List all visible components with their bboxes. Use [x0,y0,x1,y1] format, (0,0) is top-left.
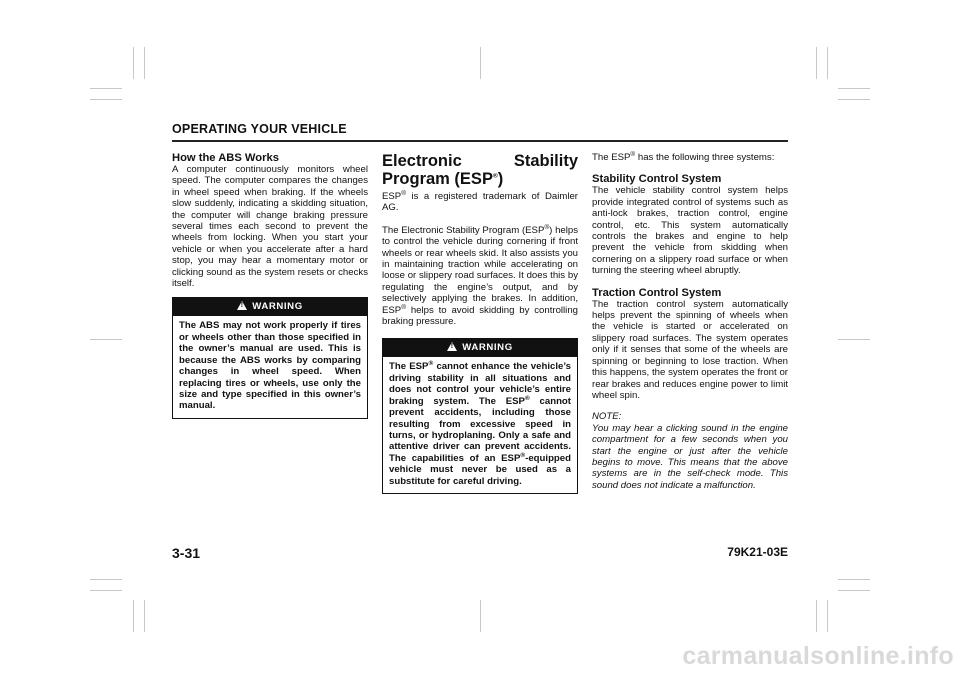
column-esp [382,152,578,494]
crop-mark [838,339,870,340]
crop-mark [816,600,817,632]
crop-mark [90,88,122,89]
registered-mark: ® [520,451,526,459]
section-title: OPERATING YOUR VEHICLE [172,122,347,136]
crop-mark [838,99,870,100]
crop-mark [90,339,122,340]
crop-mark [827,47,828,79]
esp-warning-box [382,338,578,493]
crop-mark [838,579,870,580]
column-abs [172,152,368,419]
crop-mark [827,600,828,632]
esp-heading-close: ) [497,170,504,188]
text-run: is a registered trademark of Daimler AG. [382,191,578,214]
warning-label: WARNING [462,342,513,354]
registered-mark: ® [544,223,550,231]
registered-mark: ® [401,303,406,311]
esp-trademark [382,191,578,214]
column-systems [592,152,788,491]
page-number: 3-31 [172,545,201,561]
esp-intro [382,225,578,328]
abs-warning-text: The ABS may not work properly if tires or wheels other than those specified in the owner’s manual are used. This is because the ABS works by comparing changes in wheel speed. When replacing tires or wheels, use only the size and type specified in this owner’s manual. [179,320,361,412]
text-run: cannot enhance the vehicle’s driving stability in all situations and does not control your vehicle’s entire braking system. The ESP [389,361,571,407]
crop-mark [480,600,481,632]
abs-body: A computer continuously monitors wheel speed. The computer compares the changes in wheel speed when braking. If the wheels slow suddenly, indicating a skidding situation, the computer will change braking pressure several times each second to prevent the wheels from locking. When you start your vehicle or when you accelerate after a hard stop, you may hear a momentary motor or clicking sound as the system resets or checks itself. [172,164,368,290]
crop-mark [90,590,122,591]
stability-heading: Stability Control System [592,173,722,186]
crop-mark [133,47,134,79]
text-run: cannot prevent accidents, including those resulting from excessive speed in turns, or hydroplaning. Only a safe and attentive driver can prevent accidents. The capabilities of an ESP [389,395,571,464]
note-body: You may hear a clicking sound in the engine compartment for a few seconds when you start the engine or just after the vehicle begins to move. This means that the above systems are in the self-check mode. This sound does not indicate a malfunction. [592,422,788,491]
text-run: -equipped vehicle must never be used as a substitute for careful driving. [389,452,571,487]
crop-mark [90,99,122,100]
stability-body: The vehicle stability control system helps provide integrated control of systems such as anti-lock brakes, traction control, engine control, etc. This system automatically controls the brakes and engine to help prevent the vehicle from skidding when cornering on a slippery road surface or when turning the steering wheel abruptly. [592,185,788,277]
traction-heading: Traction Control System [592,286,722,299]
registered-mark: ® [524,394,530,402]
crop-mark [144,47,145,79]
crop-mark [133,600,134,632]
abs-warning-box [172,297,368,418]
crop-mark [816,47,817,79]
traction-body: The traction control system automatically helps prevent the spinning of wheels when the vehicle is started or accelerated on slippery road surfaces. The system operates only if it senses that some of the wheels are spinning or beginning to lose traction. When this happens, the system operates the front or rear brakes and reduces engine power to limit wheel spin. [592,298,788,401]
document-code: 79K21-03E [727,545,788,559]
text-run: The Electronic Stability Program (ESP [382,224,545,236]
text-run: ) helps to control the vehicle during cornering if front wheels or rear wheels skid. It also assists you in maintaining traction while accelerating on loose or slippery road surfaces. It does this by regulating the engine’s output, and by selectively applying the brakes. In addition, ESP [382,224,578,316]
header-rule [172,140,788,142]
esp-heading-text: Electronic Stability Program (ESP [382,152,578,188]
esp-heading [382,152,578,188]
crop-mark [144,600,145,632]
warning-label: WARNING [252,301,303,313]
registered-mark: ® [401,189,406,197]
text-run: The ESP [592,152,631,163]
systems-intro [592,152,788,163]
abs-heading: How the ABS Works [172,152,279,164]
esp-warning-text [383,357,577,492]
watermark: carmanualsonline.info [682,642,954,670]
crop-mark [90,579,122,580]
text-run: The ESP [389,361,429,373]
warning-triangle-icon [237,301,247,310]
registered-mark: ® [492,172,498,180]
text-run: ESP [382,191,402,202]
registered-mark: ® [428,360,434,368]
warning-triangle-icon [447,342,457,351]
crop-mark [838,590,870,591]
crop-mark [480,47,481,79]
registered-mark: ® [630,150,636,158]
crop-mark [838,88,870,89]
text-run: has the following three systems: [635,152,775,163]
warning-header [383,339,577,357]
note-label: NOTE: [592,411,622,423]
warning-header [173,298,367,316]
text-run: helps to avoid skidding by controlling braking pressure. [382,304,578,328]
